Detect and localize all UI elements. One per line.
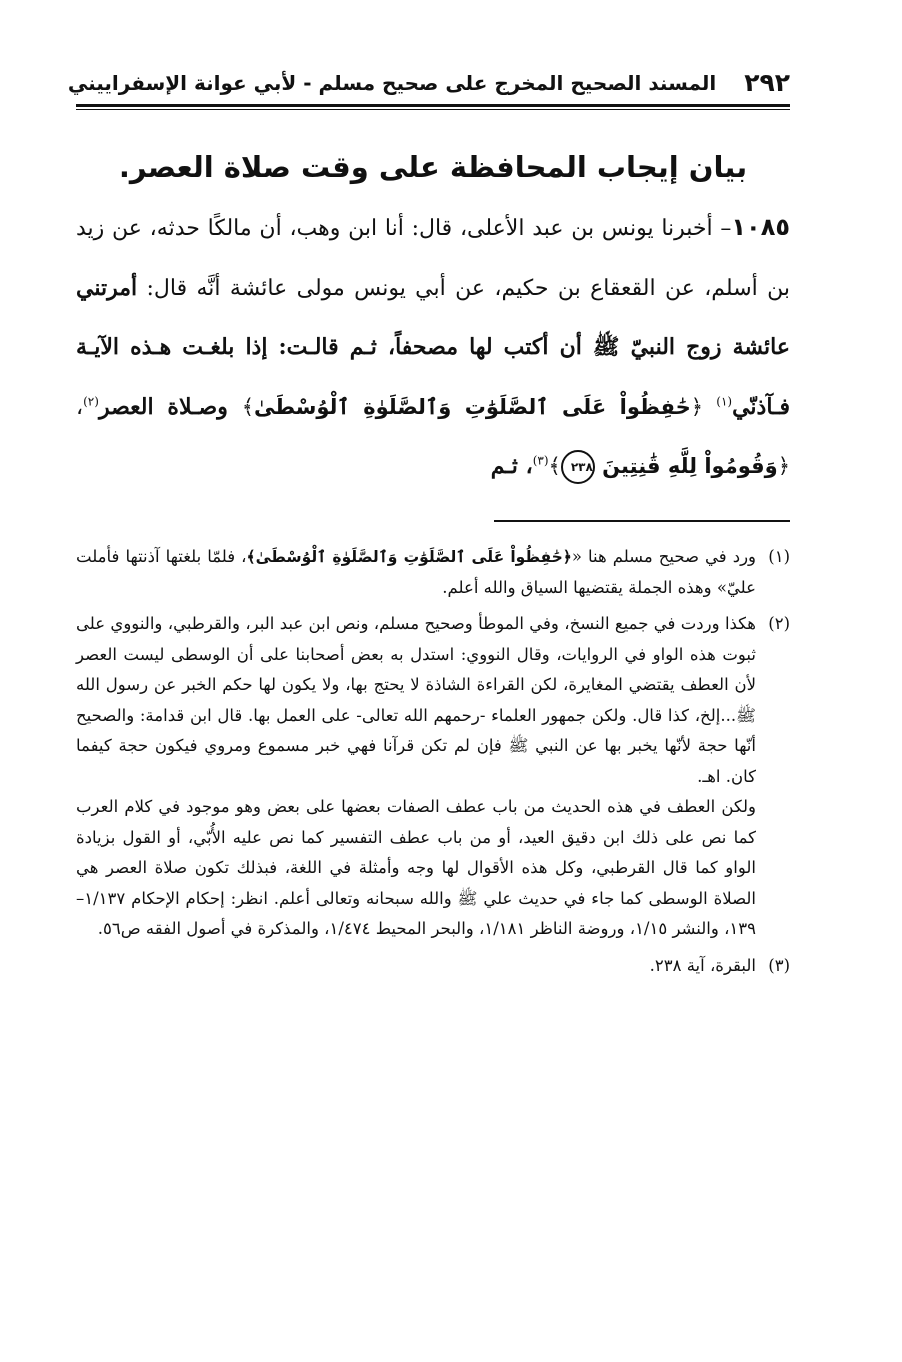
ornate-bracket-close: ﴾ [241, 394, 254, 419]
quran-verse-2 [549, 454, 790, 478]
footnote-body [76, 609, 756, 945]
ayah-number-marker: ٢٣٨ [561, 450, 595, 484]
hadith-continuation: ، ثـم [490, 453, 533, 479]
footnote-1 [76, 542, 790, 603]
separator: ، [76, 394, 84, 420]
quran-verse-1-text: حَٰفِظُواْ عَلَى ٱلصَّلَوَٰتِ وَٱلصَّلَوٰةِ ٱلْوُسْطَىٰ [254, 394, 691, 419]
book-title: المسند الصحيح المخرج على صحيح مسلم - لأبي عوانة الإسفراييني [67, 71, 717, 95]
ornate-bracket-open-2: ﴿ [777, 454, 790, 478]
footnote-body [76, 951, 756, 982]
hadith-dash: – [720, 216, 732, 241]
footnote-text: ، فلمّا بلغتها آذنتها فأملت عليّ» وهذه الجملة يقتضيها السياق والله أعلم. [76, 547, 756, 597]
hadith-number: ١٠٨٥ [731, 213, 790, 241]
narration-chain: أخبرنا يونس بن عبد الأعلى، قال: أنا ابن وهب، أن مالكًا حدثه، عن زيد بن أسلم، عن القعقاع بن حكيم، عن أبي يونس مولى عائشة أنَّه قال: [76, 216, 790, 301]
running-header [67, 62, 790, 102]
hadith-text [76, 198, 790, 497]
header-rule [76, 104, 790, 107]
footnote-number: (٣) [768, 955, 790, 975]
footnote-number: (٢) [768, 614, 790, 633]
footnote-body [76, 542, 756, 603]
quran-verse-2-text: وَقُومُواْ لِلَّهِ قَٰنِتِينَ [602, 454, 778, 478]
footnote-separator [494, 520, 790, 522]
footnote-ref-2: (٢) [83, 394, 99, 409]
ornate-bracket-close-2: ﴾ [548, 454, 561, 478]
footnote-text: البقرة، آية ٢٣٨. [649, 955, 756, 975]
ornate-bracket-open: ﴿ [690, 394, 704, 419]
footnote-quran-verse: ﴿حَٰفِظُواْ عَلَى ٱلصَّلَوَٰتِ وَٱلصَّلَوٰةِ ٱلْوُسْطَىٰ﴾ [246, 548, 572, 566]
quran-verse-1 [242, 395, 703, 419]
chapter-heading: بيان إيجاب المحافظة على وقت صلاة العصر. [118, 150, 748, 184]
page-number: ٢٩٢ [744, 68, 790, 97]
footnote-paragraph: هكذا وردت في جميع النسخ، وفي الموطأ وصحيح مسلم، ونص ابن عبد البر، والقرطبي، والنووي على ثبوت هذه الواو في الروايات، وقال النووي: استدل به بعض أصحابنا على أن الوسطى ليست العصر لأن العطف يقتضي المغايرة، لكن القراءة الشاذة لا يحتج بها، ولا يكون لها حكم الخبر عن رسول الله ﷺ...إلخ، كذا قال. ولكن جمهور العلماء -رحمهم الله تعالى- على العمل بها. قال ابن قدامة: والصحيح أنّها حجة لأنّها يخبر بها عن النبي ﷺ فإن لم تكن قرآنا فهي خبر مسموع ومروي فيكون حجة كيفما كان. اهـ. [76, 614, 756, 786]
footnote-ref-3: (٣) [532, 453, 549, 468]
header-rule-thin [76, 109, 790, 110]
hadith-quote: أمرتني عائشة زوج النبيّ ﷺ أن أكتب لها مصحفاً، ثـم قالـت: إذا بلغـت هـذه الآيـة فـآذنّي [76, 274, 790, 420]
footnote-3 [76, 951, 790, 982]
footnote-ref-1: (١) [716, 394, 733, 409]
footnote-2 [76, 609, 790, 945]
footnote-paragraph: ولكن العطف في هذه الحديث من باب عطف الصفات بعضها على بعض وهو موجود في كلام العرب كما نص على ذلك ابن دقيق العيد، أو من باب عطف التفسير كما نص عليه الأُبّي، أو القول بزيادة الواو كما قال القرطبي، وكل هذه الأقوال لها وجه وأمثلة في اللغة، فبذلك تكون صلاة العصر هي الصلاة الوسطى كما جاء في حديث علي ﷺ والله سبحانه وتعالى أعلم. انظر: إحكام الإحكام ١/١٣٧– ١٣٩، والنشر ١/١٥، وروضة الناظر ١/١٨١، والبحر المحيط ١/٤٧٤، والمذكرة في أصول الفقه ص٥٦. [76, 797, 756, 938]
footnote-number: (١) [768, 547, 790, 566]
footnotes [76, 542, 790, 987]
hadith-quote-2: وصـلاة العصر [98, 393, 242, 420]
footnote-text: ورد في صحيح مسلم هنا « [571, 547, 757, 566]
